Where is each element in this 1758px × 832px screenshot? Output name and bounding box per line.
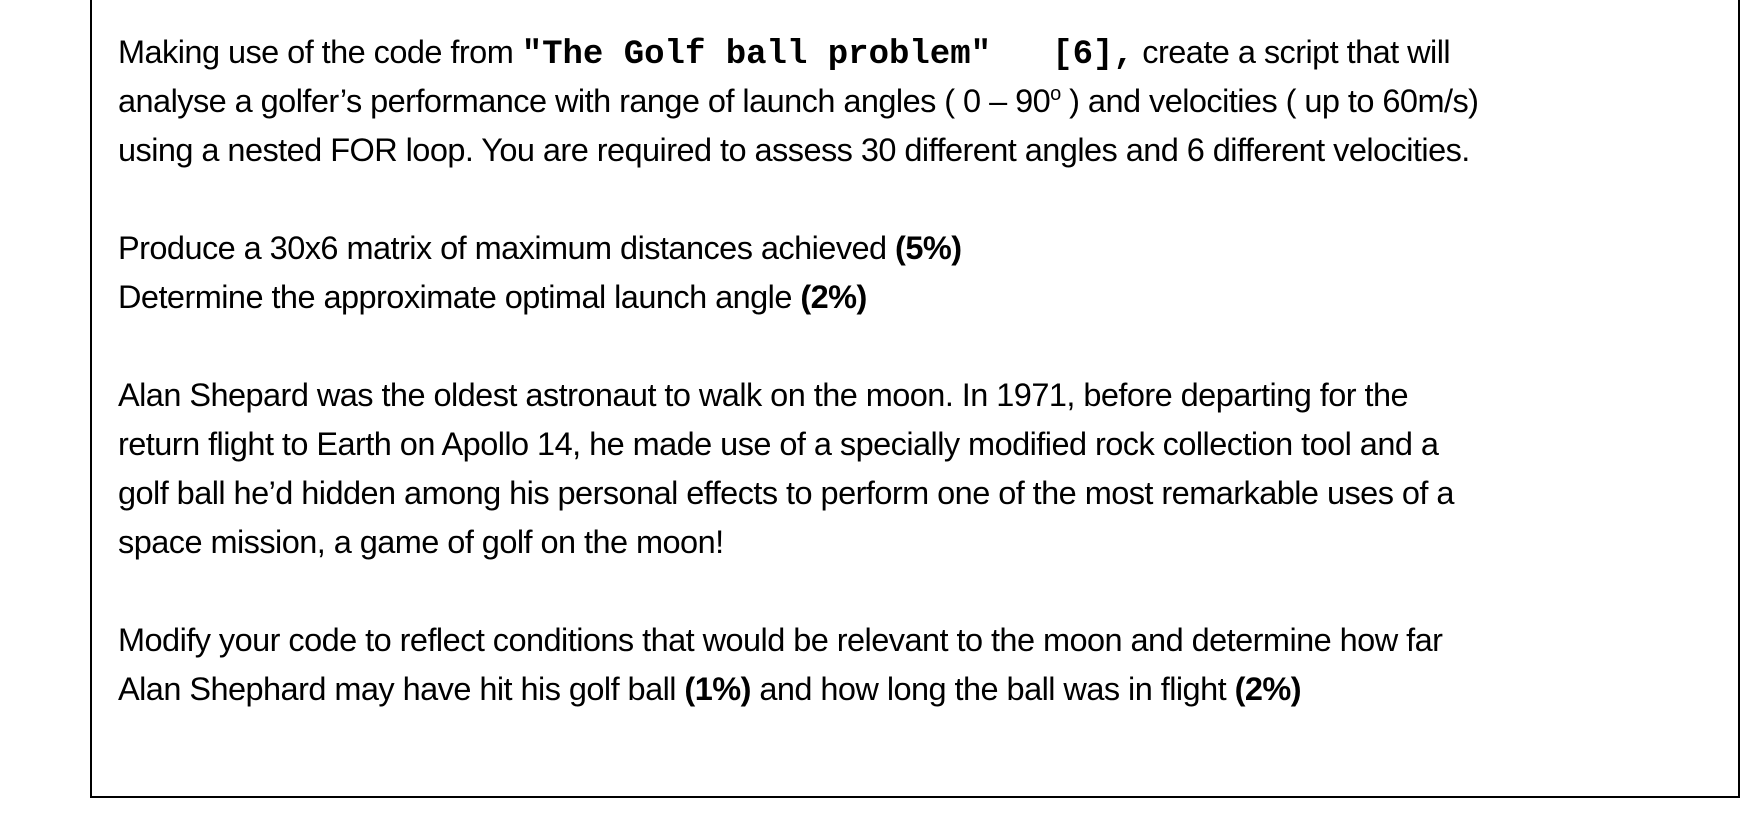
task-weight: (2%): [800, 279, 867, 315]
assignment-text: [118, 28, 1728, 714]
story-line: golf ball he’d hidden among his personal effects to perform one of the most remarkable uses of a: [118, 475, 1454, 511]
task-weight: (2%): [1234, 671, 1301, 707]
story-line: return flight to Earth on Apollo 14, he made use of a specially modified rock collection tool and a: [118, 426, 1439, 462]
moon-story-paragraph: [118, 371, 1728, 567]
task-matrix: Produce a 30x6 matrix of maximum distances achieved (5%): [118, 230, 962, 266]
task-weight: (5%): [895, 230, 962, 266]
task-list: [118, 224, 1728, 322]
degree-mark: o: [1050, 83, 1061, 105]
story-line: Alan Shepard was the oldest astronaut to walk on the moon. In 1971, before departing for the: [118, 377, 1408, 413]
moon-task-line-2: Alan Shephard may have hit his golf ball (1%) and how long the ball was in flight (2%): [118, 671, 1301, 707]
intro-paragraph: [118, 28, 1728, 175]
moon-task-paragraph: [118, 616, 1728, 714]
story-line: space mission, a game of golf on the moon!: [118, 524, 724, 560]
paragraph-spacer: [118, 567, 1728, 616]
code-reference: "The Golf ball problem" [6],: [521, 36, 1134, 74]
intro-line-3: using a nested FOR loop. You are required to assess 30 different angles and 6 different velocities.: [118, 132, 1470, 168]
task-weight: (1%): [684, 671, 751, 707]
paragraph-spacer: [118, 175, 1728, 224]
moon-task-line-1: Modify your code to reflect conditions that would be relevant to the moon and determine how far: [118, 622, 1443, 658]
intro-line-2: analyse a golfer’s performance with range of launch angles ( 0 – 90$^o$ ) and velocities ( up to 60m/s): [118, 83, 1479, 119]
paragraph-spacer: [118, 322, 1728, 371]
intro-line-1: Making use of the code from "The Golf ball problem" [6], create a script that will: [118, 34, 1451, 74]
task-optimal-angle: Determine the approximate optimal launch angle (2%): [118, 279, 867, 315]
